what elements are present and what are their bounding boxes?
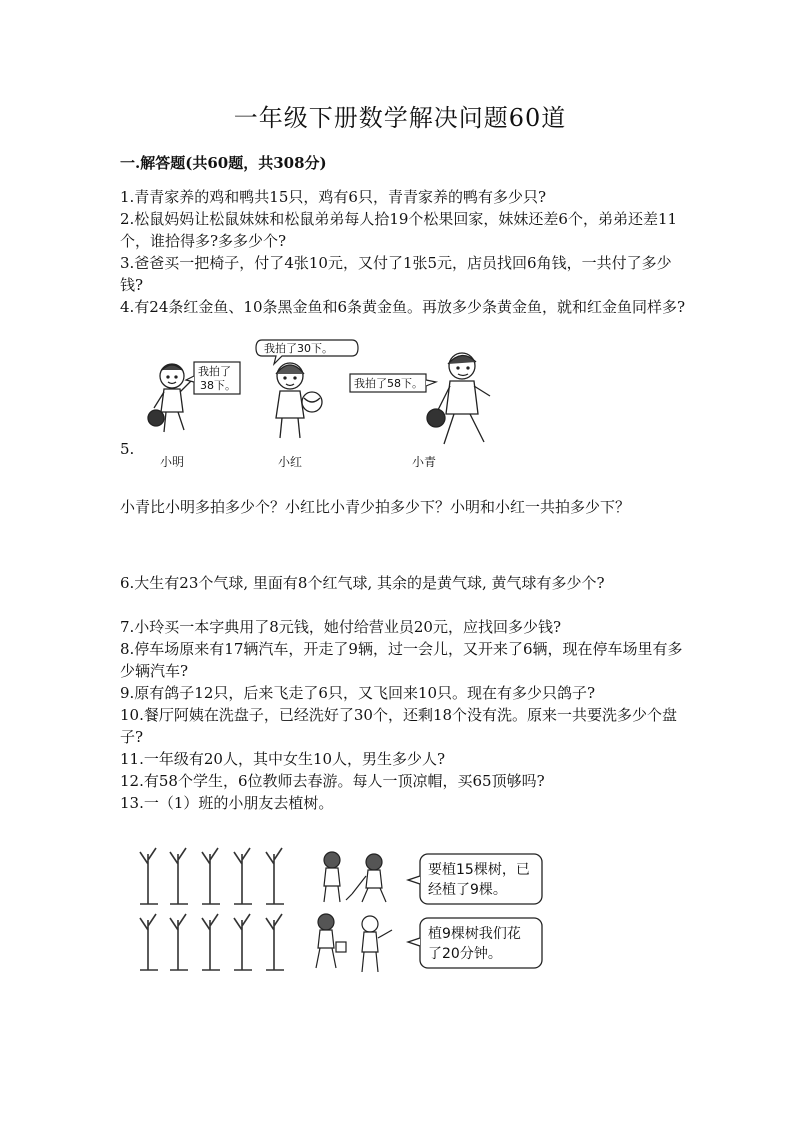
speech-bubble-1 (408, 854, 542, 904)
bubble-2-line-1: 植9棵树我们花 (428, 926, 521, 942)
question-7: 7.小玲买一本字典用了8元钱，她付给营业员20元，应找回多少钱? (120, 618, 561, 636)
question-5-text: 小青比小明多拍多少个？小红比小青少拍多少下？小明和小红一共拍多少下？ (120, 498, 631, 516)
tree-2-4 (234, 914, 252, 970)
question-12: 12.有58个学生，6位教师去春游。每人一顶凉帽，买65顶够吗? (120, 772, 545, 790)
xiaohong-figure (276, 363, 322, 438)
page-title: 一年级下册数学解决问题60道 (233, 104, 567, 132)
tree-1-2 (170, 848, 188, 904)
tree-2-1 (140, 914, 158, 970)
tree-1-4 (234, 848, 252, 904)
question-2: 2.松鼠妈妈让松鼠妹妹和松鼠弟弟每人拾19个松果回家，妹妹还差6个，弟弟还差11个，谁拾得多?多多少个? (120, 210, 678, 250)
xiaohong-speech-bubble (256, 340, 358, 364)
xiaoqing-bubble-text: 我拍了58下。 (354, 377, 423, 390)
xiaoming-speech-bubble (186, 362, 240, 394)
children-row-1 (324, 852, 386, 902)
question-13: 13.一（1）班的小朋友去植树。 (120, 794, 334, 812)
xiaoqing-figure (427, 353, 490, 444)
tree-1-3 (202, 848, 220, 904)
name-xiaoqing: 小青 (411, 455, 437, 469)
xiaoming-figure (148, 364, 192, 432)
children-row-2 (316, 914, 392, 972)
xiaoqing-speech-bubble (350, 374, 436, 392)
xiaohong-bubble-text: 我拍了30下。 (264, 342, 333, 355)
tree-1-1 (140, 848, 158, 904)
planted-trees (140, 848, 284, 970)
bubble-1-line-2: 经植了9棵。 (428, 882, 507, 898)
question-1: 1.青青家养的鸡和鸭共15只，鸡有6只，青青家养的鸭有多少只? (120, 188, 546, 206)
question-11: 11.一年级有20人，其中女生10人，男生多少人? (120, 750, 446, 768)
question-3: 3.爸爸买一把椅子，付了4张10元，又付了1张5元，店员找回6角钱，一共付了多少钱? (120, 254, 672, 294)
question-5-number: 5. (120, 440, 135, 458)
question-13-figure (130, 834, 550, 984)
speech-bubble-2 (408, 918, 542, 968)
question-4: 4.有24条红金鱼、10条黑金鱼和6条黄金鱼。再放多少条黄金鱼，就和红金鱼同样多? (120, 298, 686, 316)
question-8: 8.停车场原来有17辆汽车，开走了9辆，过一会儿，又开来了6辆，现在停车场里有多少辆汽车? (120, 640, 683, 680)
tree-2-3 (202, 914, 220, 970)
bubble-2-line-2: 了20分钟。 (428, 946, 502, 962)
xiaoming-bubble-line-2: 38下。 (200, 379, 236, 392)
name-xiaoming: 小明 (159, 455, 185, 469)
xiaoming-bubble-line-1: 我拍了 (198, 365, 231, 378)
tree-2-5 (266, 914, 284, 970)
question-6: 6.大生有23个气球, 里面有8个红气球, 其余的是黄气球, 黄气球有多少个? (120, 574, 605, 592)
question-5-figure (140, 336, 510, 476)
section-heading: 一.解答题(共60题，共308分) (120, 154, 327, 172)
tree-2-2 (170, 914, 188, 970)
bubble-1-line-1: 要植15棵树，已 (428, 862, 530, 878)
question-9: 9.原有鸽子12只，后来飞走了6只，又飞回来10只。现在有多少只鸽子? (120, 684, 596, 702)
question-10: 10.餐厅阿姨在洗盘子，已经洗好了30个，还剩18个没有洗。原来一共要洗多少个盘子? (120, 706, 678, 746)
tree-1-5 (266, 848, 284, 904)
name-xiaohong: 小红 (277, 455, 303, 469)
